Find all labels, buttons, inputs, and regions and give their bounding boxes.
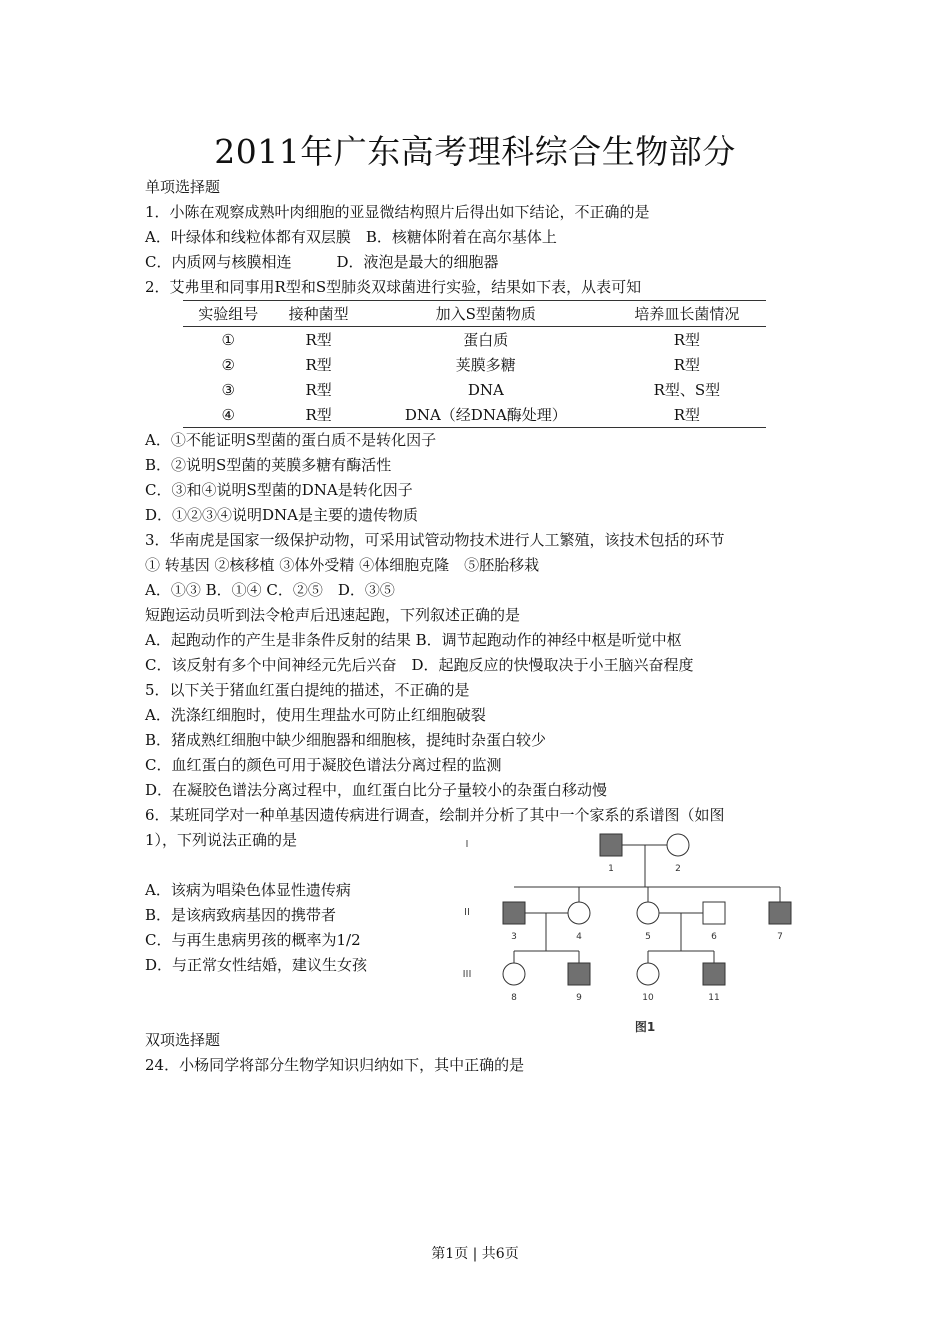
table-cell: ②	[221, 355, 235, 374]
page-footer: 第1页 | 共6页	[431, 1246, 519, 1262]
table-cell: R型、S型	[653, 381, 721, 399]
pedigree-label-9: 9	[576, 993, 582, 1003]
table-cell: R型	[305, 406, 332, 424]
text-line: C．血红蛋白的颜色可用于凝胶色谱法分离过程的监测	[145, 756, 502, 774]
table-row	[183, 327, 766, 353]
pedigree-female-2	[667, 834, 689, 856]
pedigree-female-10	[637, 963, 659, 985]
page-title: 2011年广东高考理科综合生物部分	[214, 132, 736, 171]
pedigree-label-10: 10	[642, 993, 654, 1003]
text-line: A．①③ B．①④ C．②⑤ D．③⑤	[145, 581, 395, 599]
text-line: C．③和④说明S型菌的DNA是转化因子	[145, 481, 413, 499]
pedigree-female-4	[568, 902, 590, 924]
pedigree-male-11	[703, 963, 725, 985]
pedigree-female-8	[503, 963, 525, 985]
table-header-row	[183, 301, 766, 327]
text-line: C．该反射有多个中间神经元先后兴奋 D．起跑反应的快慢取决于小王脑兴奋程度	[145, 656, 694, 674]
text-line: B．猪成熟红细胞中缺少细胞器和细胞核，提纯时杂蛋白较少	[145, 731, 547, 749]
experiment-table	[183, 300, 766, 428]
text-line: 1），下列说法正确的是	[145, 831, 298, 849]
table-cell: ③	[221, 380, 235, 399]
table-header: 接种菌型	[288, 305, 349, 323]
generation-label: I	[465, 839, 469, 850]
q6-option: C．与再生患病男孩的概率为1/2	[145, 931, 361, 949]
table-cell: ④	[221, 405, 235, 424]
text-line: A．叶绿体和线粒体都有双层膜 B．核糖体附着在高尔基体上	[145, 228, 557, 246]
text-line: 6．某班同学对一种单基因遗传病进行调查，绘制并分析了其中一个家系的系谱图（如图	[145, 806, 725, 824]
table-cell: R型	[673, 406, 701, 424]
table-cell: ①	[221, 330, 235, 349]
table-row	[183, 377, 766, 402]
table-cell: R型	[305, 381, 332, 399]
table-cell: R型	[673, 331, 701, 349]
table-header: 培养皿长菌情况	[634, 305, 740, 323]
pedigree-label-1: 1	[608, 864, 614, 874]
text-line: A．①不能证明S型菌的蛋白质不是转化因子	[145, 431, 437, 449]
pedigree-label-11: 11	[708, 993, 720, 1003]
text-line: 单项选择题	[145, 178, 221, 196]
table-cell: R型	[305, 331, 332, 349]
figure-caption: 图1	[634, 1020, 656, 1034]
pedigree-figure	[455, 825, 810, 1040]
pedigree-female-5	[637, 902, 659, 924]
text-line: 1．小陈在观察成熟叶肉细胞的亚显微结构照片后得出如下结论，不正确的是	[145, 203, 650, 221]
pedigree-diagram	[455, 825, 810, 1040]
table-header: 加入S型菌物质	[435, 305, 536, 323]
table-row	[183, 352, 766, 377]
text-line: 24．小杨同学将部分生物学知识归纳如下，其中正确的是	[145, 1056, 525, 1074]
table-cell: R型	[305, 356, 332, 374]
pedigree-male-3	[503, 902, 525, 924]
pedigree-label-5: 5	[645, 932, 651, 942]
q6-option: B．是该病致病基因的携带者	[145, 906, 337, 924]
table-header: 实验组号	[198, 305, 259, 323]
pedigree-label-4: 4	[576, 932, 582, 942]
table-row	[183, 402, 766, 428]
table-cell: 荚膜多糖	[455, 356, 516, 374]
pedigree-label-2: 2	[675, 864, 681, 874]
pedigree-male-6	[703, 902, 725, 924]
text-line: 3．华南虎是国家一级保护动物，可采用试管动物技术进行人工繁殖，该技术包括的环节	[145, 531, 725, 549]
q6-option: A．该病为唱染色体显性遗传病	[145, 881, 351, 899]
table-cell: DNA	[467, 380, 504, 399]
text-line: A．起跑动作的产生是非条件反射的结果 B．调节起跑动作的神经中枢是听觉中枢	[145, 631, 682, 649]
text-line: C．内质网与核膜相连 D．液泡是最大的细胞器	[145, 253, 499, 271]
pedigree-label-8: 8	[511, 993, 517, 1003]
table-cell: R型	[673, 356, 701, 374]
pedigree-male-7	[769, 902, 791, 924]
text-line: ① 转基因 ②核移植 ③体外受精 ④体细胞克隆 ⑤胚胎移栽	[145, 556, 540, 574]
table-cell: DNA（经DNA酶处理）	[404, 406, 567, 424]
pedigree-label-3: 3	[511, 932, 517, 942]
generation-label: III	[462, 969, 472, 980]
text-line: D．在凝胶色谱法分离过程中，血红蛋白比分子量较小的杂蛋白移动慢	[145, 781, 608, 799]
text-line: 5．以下关于猪血红蛋白提纯的描述，不正确的是	[145, 681, 470, 699]
text-line: D．①②③④说明DNA是主要的遗传物质	[145, 506, 419, 524]
pedigree-male-1	[600, 834, 622, 856]
pedigree-label-7: 7	[777, 932, 783, 942]
pedigree-label-6: 6	[711, 932, 717, 942]
text-line: B．②说明S型菌的荚膜多糖有酶活性	[145, 456, 392, 474]
text-line: 短跑运动员听到法令枪声后迅速起跑，下列叙述正确的是	[145, 606, 521, 624]
q6-option: D．与正常女性结婚，建议生女孩	[145, 956, 368, 974]
text-line: A．洗涤红细胞时，使用生理盐水可防止红细胞破裂	[145, 706, 486, 724]
section-heading: 双项选择题	[145, 1031, 221, 1049]
pedigree-male-9	[568, 963, 590, 985]
table-cell: 蛋白质	[463, 331, 509, 349]
text-line: 2．艾弗里和同事用R型和S型肺炎双球菌进行实验，结果如下表，从表可知	[145, 278, 642, 296]
generation-label: II	[464, 907, 470, 918]
